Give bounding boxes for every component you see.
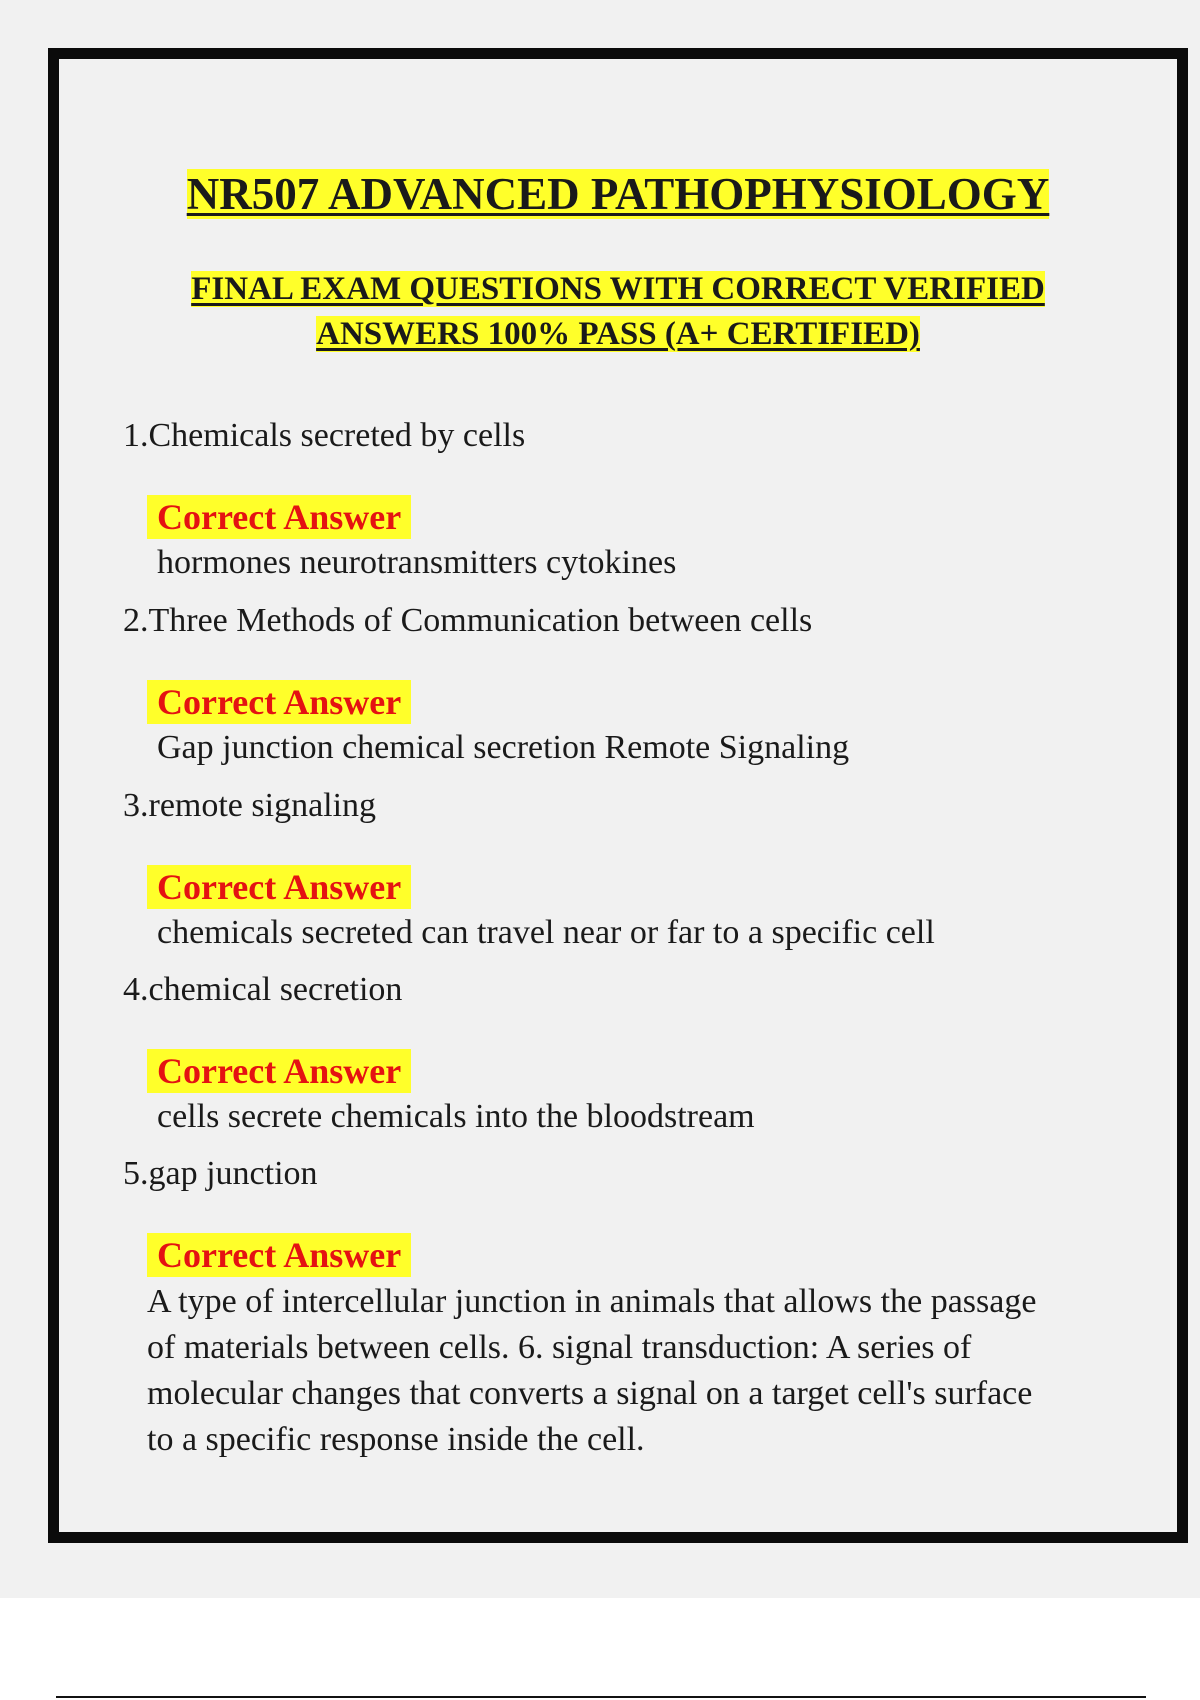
qa-item-3 bbox=[123, 785, 1117, 955]
correct-answer-label: Correct Answer bbox=[147, 1233, 411, 1277]
answer-text: cells secrete chemicals into the bloodstream bbox=[157, 1098, 755, 1135]
document-frame bbox=[48, 48, 1188, 1543]
qa-item-5 bbox=[123, 1153, 1117, 1463]
document-title: NR507 ADVANCED PATHOPHYSIOLOGY bbox=[186, 169, 1050, 219]
question-text: 5.gap junction bbox=[123, 1155, 318, 1192]
correct-answer-label: Correct Answer bbox=[147, 495, 411, 539]
question-text: 3.remote signaling bbox=[123, 787, 377, 824]
qa-item-1 bbox=[123, 415, 1117, 585]
subtitle-line-2: ANSWERS 100% PASS (A+ CERTIFIED) bbox=[316, 316, 920, 352]
answer-text: A type of intercellular junction in animals that allows the passage of materials between cells. 6. signal transduction: A series of molecular changes that converts a signal on a target cell's surface to a specific response inside the cell. bbox=[147, 1283, 1037, 1458]
subtitle-line-1: FINAL EXAM QUESTIONS WITH CORRECT VERIFIED bbox=[191, 271, 1045, 307]
answer-text: chemicals secreted can travel near or far to a specific cell bbox=[157, 914, 935, 951]
correct-answer-label: Correct Answer bbox=[147, 865, 411, 909]
document-subtitle bbox=[79, 267, 1157, 357]
correct-answer-label: Correct Answer bbox=[147, 1049, 411, 1093]
question-text: 1.Chemicals secreted by cells bbox=[123, 417, 526, 454]
correct-answer-label: Correct Answer bbox=[147, 680, 411, 724]
question-text: 4.chemical secretion bbox=[123, 971, 403, 1008]
qa-item-4 bbox=[123, 969, 1117, 1139]
answer-text: Gap junction chemical secretion Remote Signaling bbox=[157, 729, 850, 766]
qa-item-2 bbox=[123, 600, 1117, 770]
footer-divider bbox=[56, 1696, 1146, 1698]
question-text: 2.Three Methods of Communication between cells bbox=[123, 602, 813, 639]
answer-text: hormones neurotransmitters cytokines bbox=[157, 544, 677, 581]
